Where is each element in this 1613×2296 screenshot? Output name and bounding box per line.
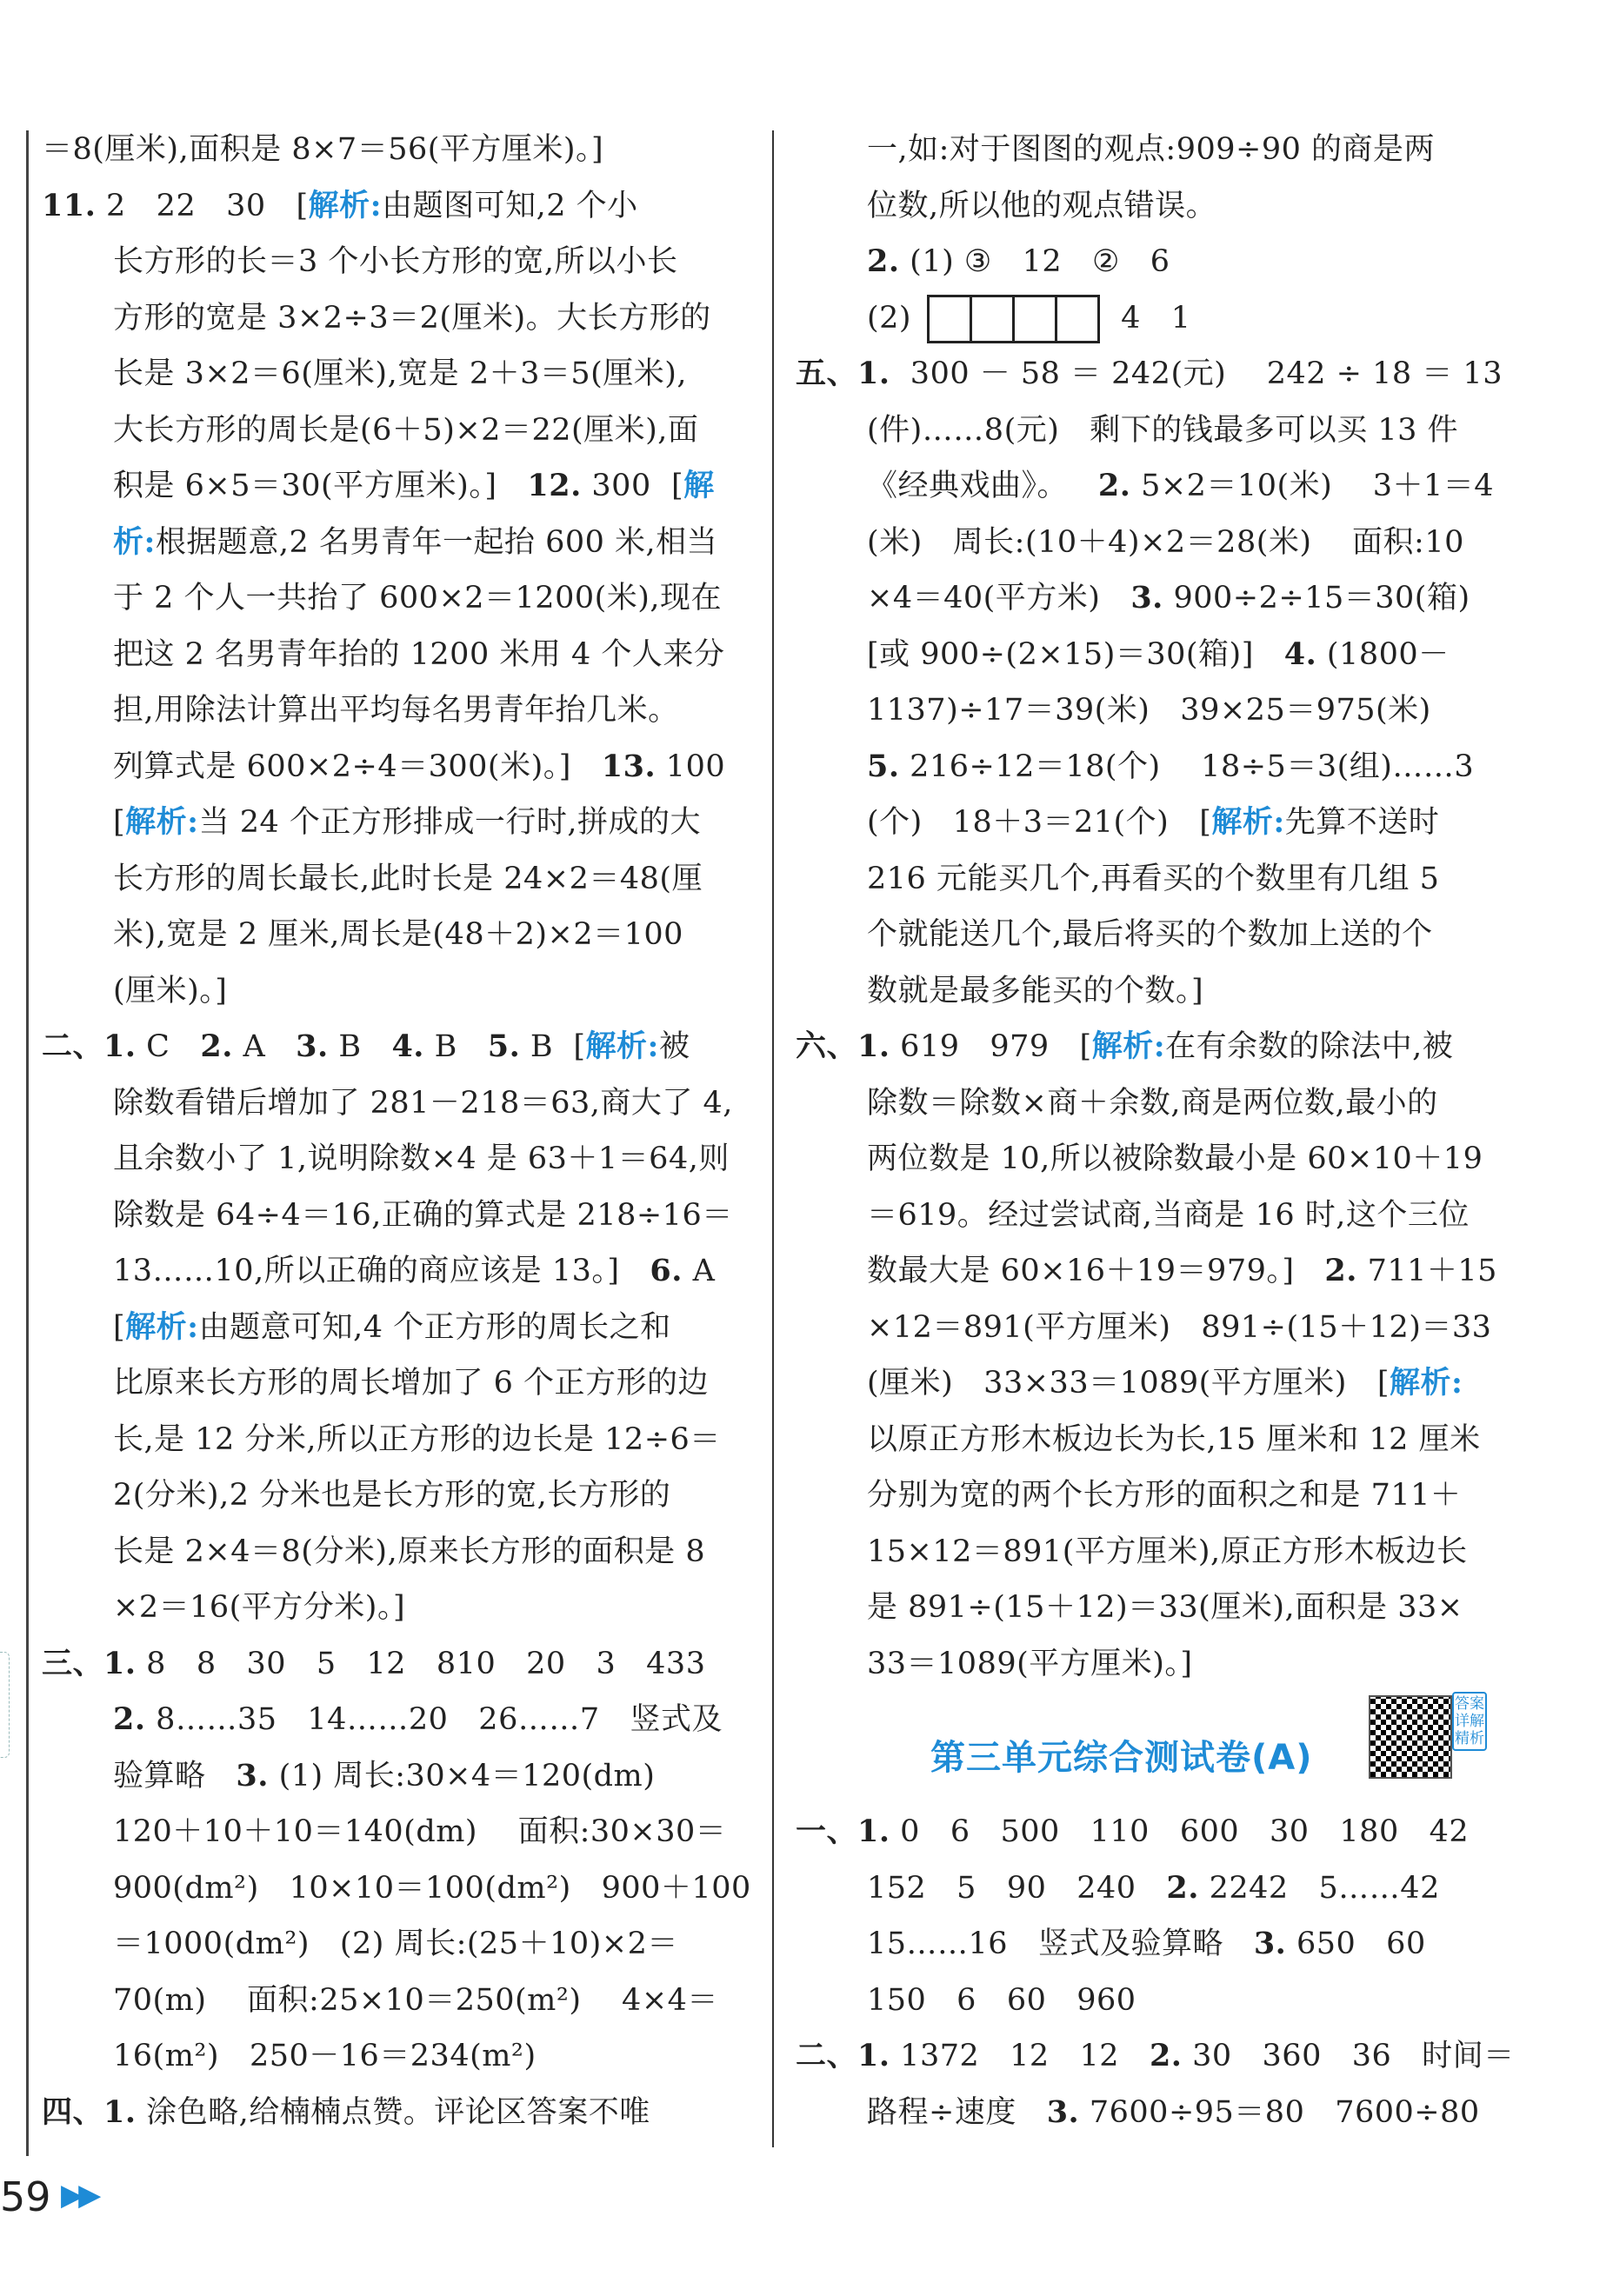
text-line [796,1188,1500,1244]
text-line [796,1580,1500,1636]
question-number: 2. [1097,468,1131,503]
text-line [796,851,1500,908]
question-number: 4. [1283,636,1317,672]
answer-text: 在有余数的除法中,被 [1165,1029,1454,1064]
question-number: 5. [487,1028,521,1064]
text-line [42,627,746,683]
answer-text: 米),宽是 2 厘米,周长是(48＋2)×2＝100 [113,917,683,952]
question-number: 2. [1166,1869,1199,1906]
question-number: 五、1. [796,356,890,391]
question-number: 11. [42,187,97,223]
answer-text: 被 [658,1029,690,1064]
question-number: 12. [527,468,582,503]
answer-text: A [682,1254,716,1288]
answer-text: 且余数小了 1,说明除数×4 是 63＋1＝64,则 [113,1141,730,1176]
answer-text: 除数是 64÷4＝16,正确的算式是 218÷16＝ [113,1197,733,1233]
text-line [796,739,1500,795]
text-line [796,1243,1500,1300]
answer-text: 7600÷95＝80 7600÷80 [1079,2094,1480,2130]
answer-text: 650 60 [1286,1927,1426,1961]
answer-text: 列算式是 600×2÷4＝300(米)。] [113,749,602,784]
answer-text: (1800－ [1316,636,1450,672]
text-line [796,458,1500,515]
text-line [42,1748,746,1805]
answer-text: 以原正方形木板边长为长,15 厘米和 12 厘米 [867,1421,1481,1457]
answer-text: 900÷2÷15＝30(箱) [1163,581,1470,616]
question-number: 2. [113,1701,146,1737]
answer-text: 比原来长方形的周长增加了 6 个正方形的边 [113,1366,710,1401]
answer-text: 两位数是 10,所以被除数最小是 60×10＋19 [867,1141,1483,1176]
answer-text: 152 5 90 240 [867,1870,1167,1906]
analysis-label: 解析: [1390,1365,1463,1401]
text-line [42,1580,746,1636]
text-line [796,403,1500,459]
answer-text: 数就是最多能买的个数。] [867,973,1204,1008]
text-line [796,1355,1500,1412]
right-column [796,122,1515,2140]
text-line [42,851,746,908]
analysis-label: 解析: [308,187,383,223]
answer-text: 0 6 500 110 600 30 180 42 [890,1814,1470,1849]
text-line [42,1131,746,1188]
text-line [42,570,746,627]
text-line [42,1467,746,1524]
question-number: 3. [1130,580,1163,616]
text-line [796,570,1500,627]
answer-text: 担,用除法计算出平均每名男青年抬几米。 [113,693,679,728]
question-number: 3. [236,1757,269,1794]
question-number: 三、1. [42,1645,137,1681]
answer-text: 由题图可知,2 个小 [382,188,638,223]
answer-text: [ [113,1309,126,1345]
text-line [42,2028,746,2085]
answer-text: 由题意可知,4 个正方形的周长之和 [198,1309,671,1345]
text-line [796,178,1500,235]
answer-text: ＝1000(dm²) (2) 周长:(25＋10)×2＝ [113,1927,678,1961]
answer-text: 216 元能买几个,再看买的个数里有几组 5 [867,861,1440,896]
answer-text: 路程÷速度 [867,2094,1047,2130]
page-number: 59 [0,2173,51,2220]
answer-text: 是 891÷(15＋12)＝33(厘米),面积是 33× [867,1590,1463,1625]
analysis-label: 解析: [1211,804,1285,840]
text-line [796,795,1500,851]
analysis-label: 解析: [1091,1028,1166,1064]
analysis-label: 解析: [125,1308,199,1345]
answer-text: 711＋15 [1356,1254,1497,1288]
text-line [42,1243,746,1300]
text-line [42,234,746,290]
text-line [42,1860,751,1917]
answer-text: ×4＝40(平方米) [867,581,1131,616]
answer-text: ＝8(厘米),面积是 8×7＝56(平方厘米)。] [42,132,604,167]
answer-text: 30 360 36 时间＝ [1182,2039,1515,2073]
answer-text: 分别为宽的两个长方形的面积之和是 711＋ [867,1478,1462,1513]
answer-text: 长方形的周长最长,此时长是 24×2＝48(厘 [113,861,703,896]
text-line [42,178,746,235]
answer-text: 5×2＝10(米) 3＋1＝4 [1130,469,1495,503]
answer-text: 16(m²) 250－16＝234(m²) [113,2039,537,2073]
answer-text: 根据题意,2 名男青年一起抬 600 米,相当 [155,524,718,560]
text-line [796,627,1500,683]
analysis-label: 析: [113,523,156,560]
text-line [42,907,746,963]
answer-text: 619 979 [ [890,1029,1092,1064]
question-number: 2. [200,1028,233,1064]
text-line [796,1019,1500,1075]
text-line [796,682,1500,739]
section-title: 第三单元综合测试卷(A) [930,1738,1313,1778]
question-number: 二、1. [796,2038,890,2073]
text-line [42,1804,746,1860]
answer-text: (2) [867,300,912,336]
question-number: 5. [867,748,900,784]
question-number: 2. [1324,1253,1357,1288]
answer-text: (1) 周长:30×4＝120(dm) [268,1758,656,1794]
text-line [796,515,1500,571]
answer-text: (1) ③ 12 ② 6 [899,244,1170,279]
answer-text: ×12＝891(平方厘米) 891÷(15＋12)＝33 [867,1309,1492,1345]
answer-text: 涂色略,给楠楠点赞。评论区答案不唯 [136,2094,650,2130]
text-line [42,1412,746,1468]
answer-text: B [424,1029,488,1064]
text-line [42,458,746,515]
text-line [796,1804,1500,1860]
text-line [42,122,746,178]
answer-text: [或 900÷(2×15)＝30(箱)] [867,636,1284,672]
answer-text: 8……35 14……20 26……7 竖式及 [145,1702,723,1737]
column-divider [772,130,774,2147]
qr-code-icon[interactable] [1369,1695,1452,1779]
answer-text: 数最大是 60×16＋19＝979。] [867,1254,1325,1288]
answer-text: 15……16 竖式及验算略 [867,1927,1254,1961]
forward-arrows-icon: ▶▶ [61,2178,97,2213]
answer-text: [ [113,805,126,840]
answer-text: 2(分米),2 分米也是长方形的宽,长方形的 [113,1478,671,1513]
question-number: 二、1. [42,1028,137,1064]
text-line [42,1075,746,1132]
answer-text: 33＝1089(平方厘米)。] [867,1646,1193,1681]
question-number: 13. [601,748,657,784]
answer-text: 验算略 [113,1758,237,1794]
text-line [796,1973,1500,2029]
answer-text: 150 6 60 960 [867,1982,1136,2018]
answer-text: 8 8 30 5 12 810 20 3 433 [136,1646,706,1681]
text-line [42,1300,746,1356]
question-number: 六、1. [796,1028,890,1064]
text-line [42,1524,746,1581]
analysis-label: 解析: [585,1028,659,1064]
answer-text: A [232,1029,297,1064]
text-line [796,907,1500,963]
answer-text: 120＋10＋10＝140(dm) 面积:30×30＝ [113,1814,727,1849]
answer-text: B [ [520,1029,586,1064]
answer-text: 《经典戏曲》。 [867,469,1098,503]
text-line [42,515,746,571]
answer-text: (米) 周长:(10＋4)×2＝28(米) 面积:10 [867,524,1464,560]
answer-text: 除数看错后增加了 281－218＝63,商大了 4, [113,1085,733,1121]
answer-text: 15×12＝891(平方厘米),原正方形木板边长 [867,1534,1468,1569]
answer-text: 积是 6×5＝30(平方厘米)。] [113,469,528,503]
answer-text: 4 1 [1121,300,1191,336]
text-line [796,1412,1500,1468]
answer-text: 先算不送时 [1284,805,1440,840]
answer-text: 方形的宽是 3×2÷3＝2(厘米)。大长方形的 [113,300,711,336]
text-line [796,2085,1500,2141]
question-number: 4. [391,1028,424,1064]
text-line [42,346,746,403]
text-line [42,739,746,795]
answer-text: 长方形的长＝3 个小长方形的宽,所以小长 [113,244,678,279]
text-line [796,1467,1500,1524]
answer-text: 2 22 30 [ [96,188,309,223]
text-line [796,1860,1500,1917]
text-line [796,1075,1500,1132]
answer-text: (件)……8(元) 剩下的钱最多可以买 13 件 [867,412,1459,448]
text-line [42,1019,746,1075]
answer-text: 除数＝除数×商＋余数,商是两位数,最小的 [867,1085,1438,1121]
answer-text: 1137)÷17＝39(米) 39×25＝975(米) [867,693,1431,728]
question-number: 一、1. [796,1814,890,1849]
text-line [796,1636,1500,1693]
text-line [42,403,746,459]
qr-label: 答案详解精析 [1452,1692,1487,1751]
text-line [42,1355,746,1412]
question-number: 四、1. [42,2093,137,2130]
text-line [796,1524,1500,1581]
text-line [796,1131,1500,1188]
answer-text: C [136,1029,201,1064]
text-line [42,795,746,851]
answer-text: 位数,所以他的观点错误。 [867,188,1217,223]
text-line [42,290,746,347]
question-number: 3. [1253,1926,1287,1961]
text-line [796,1300,1500,1356]
answer-text: 大长方形的周长是(6＋5)×2＝22(厘米),面 [113,412,699,448]
binding-edge-line [26,130,29,2156]
text-line [42,1916,746,1973]
text-line [796,963,1500,1020]
answer-text: 1372 12 12 [890,2039,1150,2073]
question-number: 3. [296,1028,329,1064]
answer-text: 300 [ [581,469,684,503]
text-line [796,346,1503,403]
answer-text: 900(dm²) 10×10＝100(dm²) 900＋100 [113,1870,751,1906]
text-line [796,122,1500,178]
answer-text: 长是 3×2＝6(厘米),宽是 2＋3＝5(厘米), [113,356,688,391]
text-line [42,1188,746,1244]
answer-text: 长是 2×4＝8(分米),原来长方形的面积是 8 [113,1534,706,1569]
answer-text: 一,如:对于图图的观点:909÷90 的商是两 [867,132,1436,167]
side-tab-marker [0,1652,10,1758]
answer-text: 300 － 58 ＝ 242(元) 242 ÷ 18 ＝ 13 [890,356,1503,391]
answer-text: 216÷12＝18(个) 18÷5＝3(组)……3 [899,749,1475,784]
text-line [42,2085,746,2141]
answer-text: 于 2 个人一共抬了 600×2＝1200(米),现在 [113,581,723,616]
text-line [796,1916,1500,1973]
answer-text: (厘米)。] [113,973,228,1008]
analysis-label: 解 [683,468,715,503]
text-line [42,1973,746,2029]
answer-text: (个) 18＋3＝21(个) [ [867,805,1212,840]
answer-text: B [328,1029,392,1064]
answer-text: 70(m) 面积:25×10＝250(m²) 4×4＝ [113,1982,718,2018]
text-line [42,963,746,1020]
question-number: 2. [867,243,900,279]
text-line [796,234,1500,290]
answer-boxes [927,295,1100,343]
question-number: 6. [650,1253,683,1288]
answer-text: 2242 5……42 [1198,1870,1440,1906]
text-line [42,1636,746,1693]
question-number: 3. [1046,2093,1080,2130]
question-number: 2. [1149,2038,1183,2073]
answer-text: 100 [656,749,726,784]
answer-text: 长,是 12 分米,所以正方形的边长是 12÷6＝ [113,1421,721,1457]
answer-text: 13……10,所以正确的商应该是 13。] [113,1254,650,1288]
text-line [42,682,746,739]
text-line [42,1692,746,1748]
answer-text: 当 24 个正方形排成一行时,拼成的大 [198,805,701,840]
analysis-label: 解析: [125,804,199,840]
answer-text: ＝619。经过尝试商,当商是 16 时,这个三位 [867,1197,1470,1233]
answer-text: ×2＝16(平方分米)。] [113,1590,406,1625]
text-line [796,290,1500,347]
answer-text: (厘米) 33×33＝1089(平方厘米) [ [867,1366,1390,1401]
left-column [42,122,751,2140]
answer-text: 个就能送几个,最后将买的个数加上送的个 [867,917,1433,952]
answer-text: 把这 2 名男青年抬的 1200 米用 4 个人来分 [113,636,725,672]
text-line [796,2028,1515,2085]
